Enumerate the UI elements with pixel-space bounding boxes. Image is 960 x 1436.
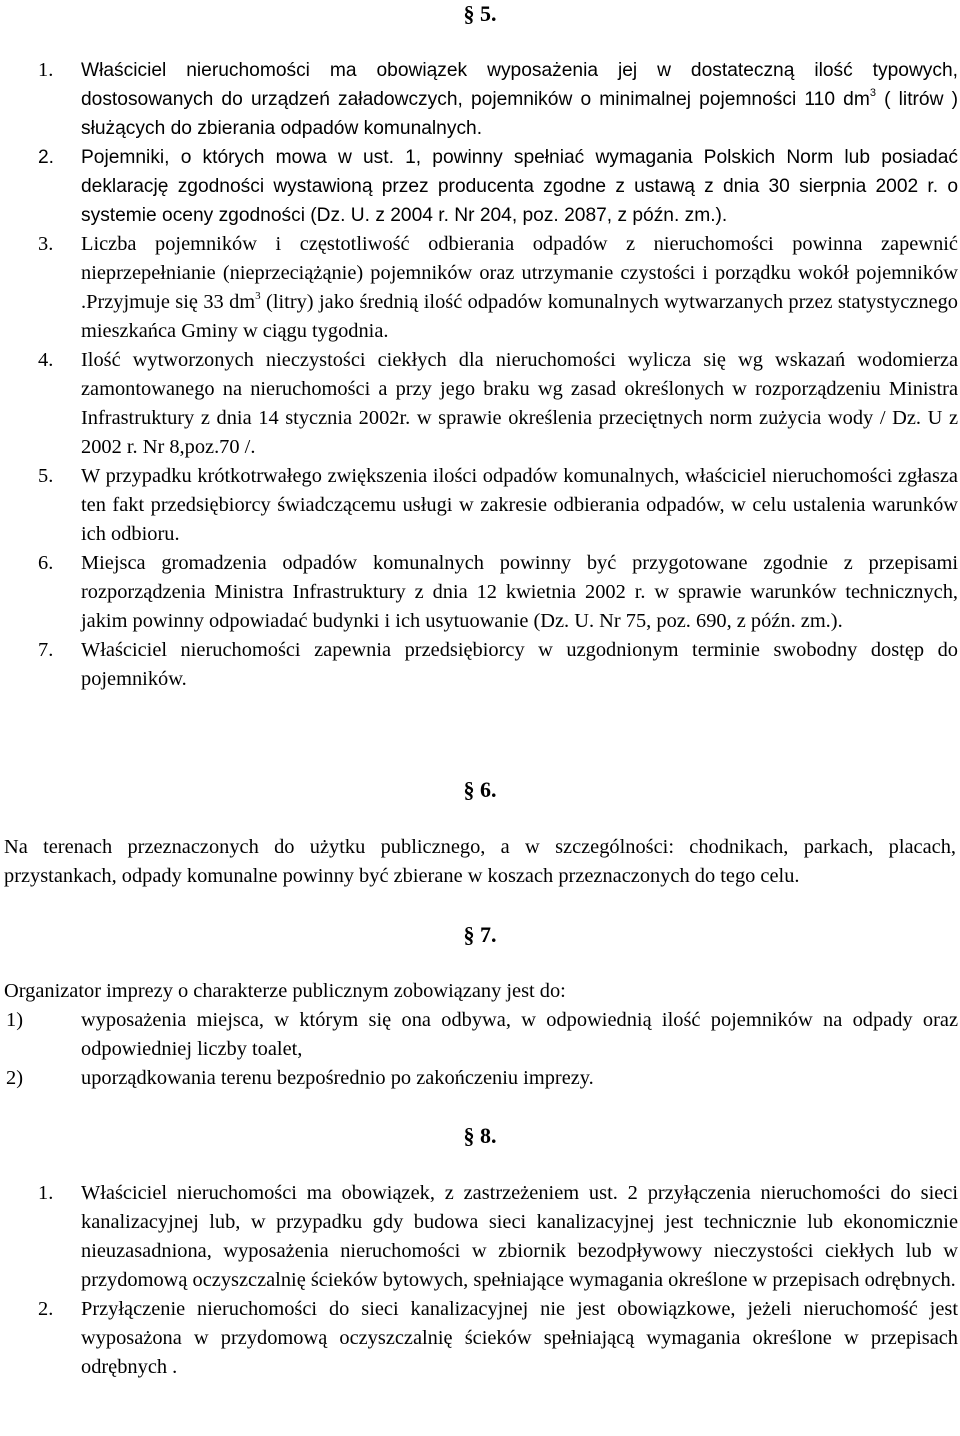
list-item (0, 1064, 958, 1093)
list-item (0, 1179, 958, 1295)
list-item (0, 56, 958, 143)
list-item (0, 143, 958, 230)
section-5-list (0, 56, 958, 694)
section-title: § 6. (463, 777, 497, 802)
list-item (0, 636, 958, 694)
item-number: 1. (38, 59, 54, 81)
item-text: Przyłączenie nieruchomości do sieci kanalizacyjnej nie jest obowiązkowe, jeżeli nieruchomość jest wyposażona w przydomową oczyszczalnię ścieków spełniającą wymagania określone w przepisach odrębnych . (81, 1298, 958, 1378)
item-number: 3. (38, 233, 54, 255)
item-text: (litry) jako średnią ilość odpadów komunalnych wytwarzanych przez statystycznego mieszkańca Gminy w ciągu tygodnia. (81, 291, 958, 342)
item-text: Właściciel nieruchomości ma obowiązek, z zastrzeżeniem ust. 2 przyłączenia nieruchomości do sieci kanalizacyjnej lub, w przypadku gdy budowa sieci kanalizacyjnej jest technicznie lub ekonomicznie nieuzasadniona, wyposażenia nieruchomości w zbiornik bezodpływowy nieczystości ciekłych lub w przydomową oczyszczalnię ścieków bytowych, spełniające wymagania określone w przepisach odrębnych. (81, 1182, 958, 1291)
item-text: Ilość wytworzonych nieczystości ciekłych dla nieruchomości wylicza się wg wskazań wodomierza zamontowanego na nieruchomości a przy jego braku wg zasad określonych w rozporządzeniu Ministra Infrastruktury z dnia 14 stycznia 2002r. w sprawie określenia przeciętnych norm zużycia wody / Dz. U z 2002 r. Nr 8,poz.70 /. (81, 349, 958, 458)
section-6-heading (0, 775, 960, 806)
superscript: 3 (255, 290, 261, 302)
section-7-heading (0, 920, 960, 951)
item-number: 1) (6, 1009, 23, 1031)
list-item (0, 1295, 958, 1382)
list-item (0, 1006, 958, 1064)
item-number: 6. (38, 552, 54, 574)
item-text: uporządkowania terenu bezpośrednio po zakończeniu imprezy. (81, 1067, 594, 1089)
section-7-list (0, 1006, 958, 1093)
list-item (0, 346, 958, 462)
item-number: 5. (38, 465, 54, 487)
section-6-paragraph: Na terenach przeznaczonych do użytku publicznego, a w szczególności: chodnikach, parkach, placach, przystankach, odpady komunalne powinny być zbierane w koszach przeznaczonych do tego celu. (4, 836, 956, 887)
list-item (0, 230, 958, 346)
item-text: Pojemniki, o których mowa w ust. 1, powinny spełniać wymagania Polskich Norm lub posiadać deklarację zgodności wystawioną przez producenta zgodne z ustawą z dnia 30 sierpnia 2002 r. o systemie oceny zgodności (Dz. U. z 2004 r. Nr 204, poz. 2087, z późn. zm.). (81, 147, 958, 226)
item-number: 2) (6, 1067, 23, 1089)
item-number: 4. (38, 349, 54, 371)
item-number: 2. (38, 1298, 54, 1320)
item-number: 1. (38, 1182, 54, 1204)
section-8-heading (0, 1121, 960, 1152)
item-text: Liczba pojemników i częstotliwość odbierania odpadów z nieruchomości powinna zapewnić nieprzepełnianie (nieprzeciążąnie) pojemników oraz utrzymanie czystości i porządku wokół pojemników .Przyjmuje się 33 dm (81, 233, 958, 313)
item-number: 7. (38, 639, 54, 661)
item-text: Miejsca gromadzenia odpadów komunalnych powinny być przygotowane zgodnie z przepisami rozporządzenia Ministra Infrastruktury z dnia 12 kwietnia 2002 r. w sprawie warunków technicznych, jakim powinny odpowiadać budynki i ich usytuowanie (Dz. U. Nr 75, poz. 690, z późn. zm.). (81, 552, 958, 632)
superscript: 3 (869, 87, 876, 99)
list-item (0, 462, 958, 549)
item-text: ( litrów ) służących do zbierania odpadów komunalnych. (81, 89, 958, 139)
section-title: § 7. (463, 922, 497, 947)
section-title: § 5. (463, 1, 497, 26)
list-item (0, 549, 958, 636)
item-text: Właściciel nieruchomości zapewnia przedsiębiorcy w uzgodnionym terminie swobodny dostęp do pojemników. (81, 639, 958, 690)
item-number: 2. (38, 147, 55, 168)
item-text: Właściciel nieruchomości ma obowiązek wyposażenia jej w dostateczną ilość typowych, dostosowanych do urządzeń załadowczych, pojemników o minimalnej pojemności 110 dm (81, 60, 958, 110)
section-title: § 8. (463, 1123, 497, 1148)
section-8-list (0, 1179, 958, 1382)
section-7-intro: Organizator imprezy o charakterze publicznym zobowiązany jest do: (4, 980, 566, 1002)
item-text: W przypadku krótkotrwałego zwiększenia ilości odpadów komunalnych, właściciel nieruchomości zgłasza ten fakt przedsiębiorcy świadczącemu usługi w zakresie odbierania odpadów, w celu ustalenia warunków ich odbioru. (81, 465, 958, 545)
section-5-heading (0, 0, 960, 30)
item-text: wyposażenia miejsca, w którym się ona odbywa, w odpowiednią ilość pojemników na odpady oraz odpowiedniej liczby toalet, (81, 1009, 958, 1060)
